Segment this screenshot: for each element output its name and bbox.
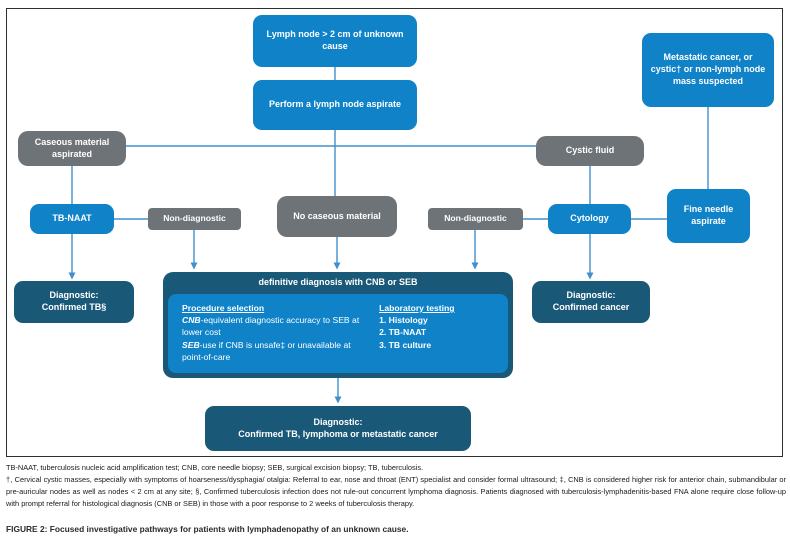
node-tb-naat: TB-NAAT <box>30 204 114 234</box>
diagnostic-tb-line2: Confirmed TB§ <box>41 302 107 312</box>
laboratory-testing-title: Laboratory testing <box>379 303 455 313</box>
footnote-abbreviations: TB-NAAT, tuberculosis nucleic acid amplification test; CNB, core needle biopsy; SEB, surgical excision biopsy; TB, tuberculosis. <box>6 463 424 472</box>
diagnostic-tb-line1: Diagnostic: <box>49 290 99 301</box>
diagnostic-cancer-line1: Diagnostic: <box>566 290 616 301</box>
node-cytology: Cytology <box>548 204 631 234</box>
node-diagnostic-final <box>205 406 471 451</box>
lab-item-tb-culture: 3. TB culture <box>379 339 432 350</box>
figure-caption <box>6 524 786 534</box>
laboratory-testing-column <box>379 302 496 367</box>
figure-caption-label: FIGURE 2: <box>6 524 48 534</box>
diagnostic-final-line2: Confirmed TB, lymphoma or metastatic cancer <box>238 428 438 439</box>
node-diagnostic-confirmed-tb <box>14 281 134 323</box>
cnb-abbrev: CNB <box>182 315 201 326</box>
seb-detail: -use if CNB is unsafe‡ or unavailable at point-of-care <box>182 339 351 362</box>
node-cystic-fluid: Cystic fluid <box>536 136 644 166</box>
node-no-caseous-material: No caseous material <box>277 196 397 237</box>
cnb-detail: -equivalent diagnostic accuracy to SEB at lower cost <box>182 315 360 338</box>
node-perform-aspirate: Perform a lymph node aspirate <box>253 80 417 130</box>
footnotes <box>6 462 786 509</box>
footnote-symbols: †, Cervical cystic masses, especially with symptoms of hoarseness/dysphagia/ otalgia: Referral to ear, nose and throat (ENT) specialist and consider formal ultrasound; ‡, CNB is considered higher risk for anterior chain, submandibular or pre-auricular nodes as well as nodes < 2 cm at any site; §, Confirmed tuberculosis infection does not rule-out concurrent lymphoma diagnosis. Patients diagnosed with tuberculosis-lymphadenitis-based FNA alone require close follow-up with prompt referral for histological diagnosis (CNB or SEB) in those with a poor response to 2 weeks of tuberculosis therapy. <box>6 474 786 508</box>
diagnostic-cancer-line2: Confirmed cancer <box>552 302 630 312</box>
node-caseous-material: Caseous material aspirated <box>18 131 126 166</box>
node-fine-needle-aspirate: Fine needle aspirate <box>667 189 750 243</box>
node-metastatic-suspected: Metastatic cancer, or cystic† or non-lymph node mass suspected <box>642 33 774 107</box>
procedure-item-cnb <box>182 314 369 338</box>
procedure-selection-column <box>182 302 369 367</box>
node-cnb-seb-definitive <box>163 272 513 378</box>
node-non-diagnostic-left: Non-diagnostic <box>148 208 241 230</box>
lab-item-tb-naat: 2. TB-NAAT <box>379 327 427 338</box>
seb-abbrev: SEB <box>182 339 200 350</box>
lab-item-histology: 1. Histology <box>379 315 428 326</box>
procedure-item-seb <box>182 339 369 363</box>
node-diagnostic-confirmed-cancer <box>532 281 650 323</box>
figure-caption-text: Focused investigative pathways for patients with lymphadenopathy of an unknown cause. <box>49 524 409 534</box>
cnb-seb-header: definitive diagnosis with CNB or SEB <box>258 277 418 288</box>
node-lymph-node: Lymph node > 2 cm of unknown cause <box>253 15 417 67</box>
diagnostic-final-line1: Diagnostic: <box>313 416 363 427</box>
procedure-selection-title: Procedure selection <box>182 303 265 313</box>
cnb-seb-body <box>168 294 508 373</box>
node-non-diagnostic-right: Non-diagnostic <box>428 208 523 230</box>
